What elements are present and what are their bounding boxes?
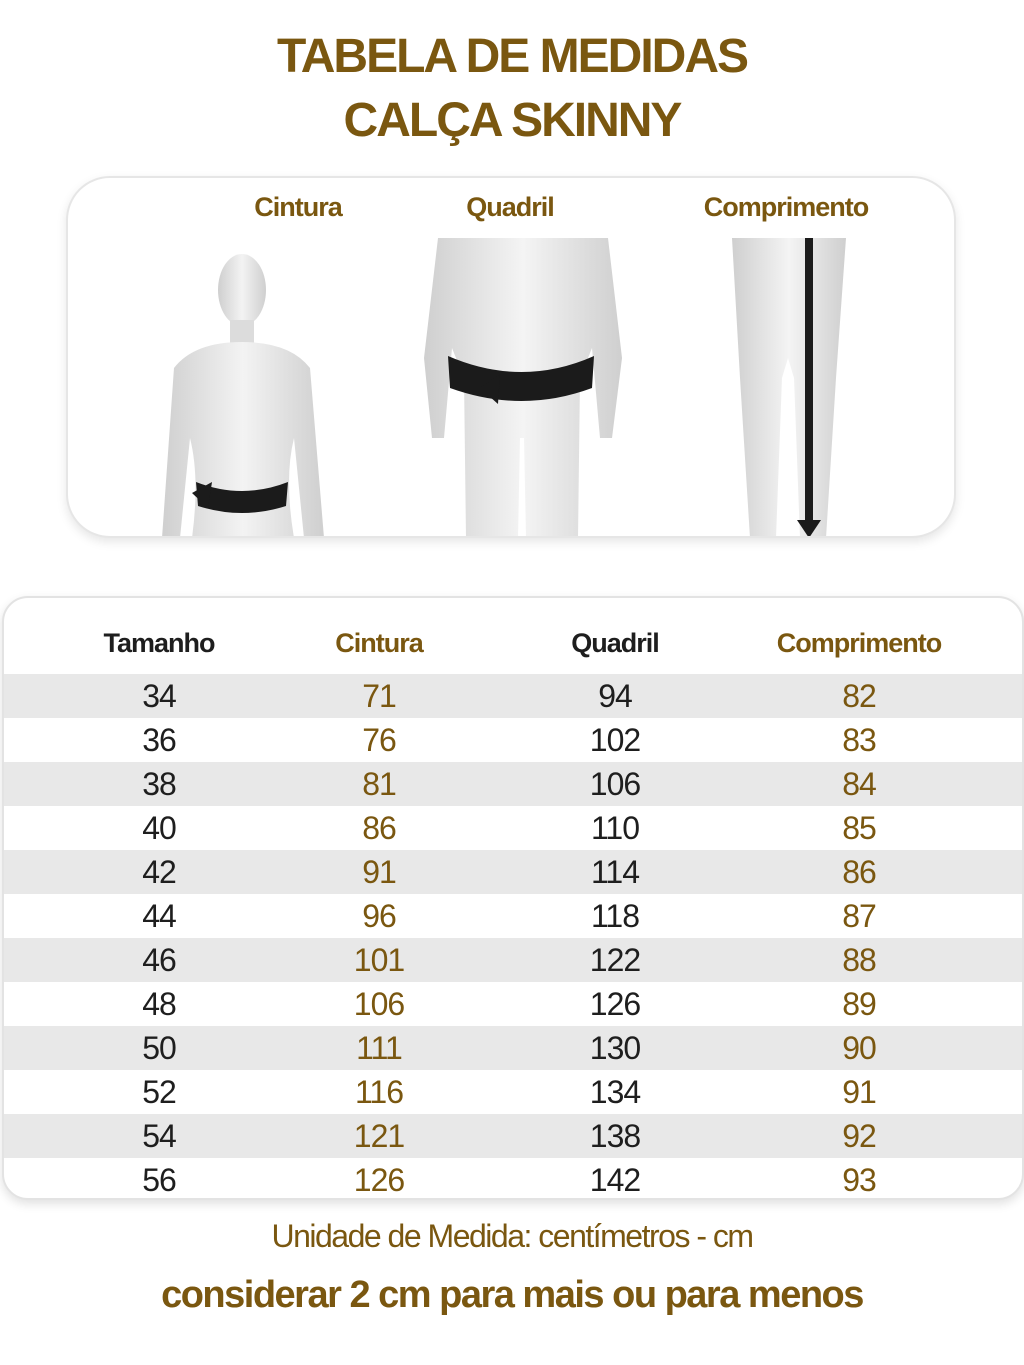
- table-cell-quadril: 106: [589, 766, 641, 802]
- table-cell-cintura: 86: [362, 810, 396, 846]
- table-cell-comprimento: 85: [842, 810, 876, 846]
- table-cell-quadril: 122: [589, 942, 641, 978]
- table-cell-tamanho: 50: [142, 1030, 176, 1066]
- header-quadril: Quadril: [571, 628, 659, 658]
- table-cell-tamanho: 54: [142, 1118, 176, 1154]
- table-cell-comprimento: 84: [842, 766, 876, 802]
- table-cell-comprimento: 90: [842, 1030, 876, 1066]
- table-cell-tamanho: 46: [142, 942, 176, 978]
- tolerance-note: considerar 2 cm para mais ou para menos: [161, 1274, 863, 1316]
- table-cell-tamanho: 38: [142, 766, 176, 802]
- table-cell-cintura: 111: [356, 1030, 402, 1066]
- size-table: [2, 596, 1024, 1200]
- table-cell-cintura: 116: [354, 1074, 403, 1110]
- table-header: [4, 628, 1022, 672]
- table-cell-comprimento: 89: [842, 986, 876, 1022]
- table-cell-quadril: 118: [590, 898, 639, 934]
- table-cell-quadril: 102: [589, 722, 641, 758]
- table-cell-quadril: 94: [598, 678, 632, 714]
- table-cell-quadril: 134: [589, 1074, 641, 1110]
- table-row: [4, 718, 1022, 762]
- table-cell-cintura: 76: [362, 722, 396, 758]
- table-cell-comprimento: 88: [842, 942, 876, 978]
- table-row: [4, 1158, 1022, 1200]
- table-row: [4, 1070, 1022, 1114]
- unit-note: Unidade de Medida: centímetros - cm: [271, 1218, 753, 1254]
- measurement-illustration-card: [66, 176, 956, 538]
- table-cell-quadril: 138: [589, 1118, 641, 1154]
- table-row: [4, 1114, 1022, 1158]
- table-cell-tamanho: 36: [142, 722, 176, 758]
- table-body: [4, 674, 1022, 1200]
- header-cintura: Cintura: [335, 628, 423, 658]
- table-row: [4, 1026, 1022, 1070]
- length-figure-label: Comprimento: [703, 192, 869, 222]
- table-cell-quadril: 114: [590, 854, 639, 890]
- table-row: [4, 982, 1022, 1026]
- page-title: TABELA DE MEDIDAS: [277, 30, 747, 83]
- length-mannequin-illustration: [704, 238, 874, 538]
- table-cell-comprimento: 83: [842, 722, 876, 758]
- table-cell-tamanho: 34: [142, 678, 176, 714]
- table-cell-quadril: 126: [589, 986, 641, 1022]
- table-cell-cintura: 81: [362, 766, 396, 802]
- table-row: [4, 674, 1022, 718]
- table-cell-cintura: 91: [362, 854, 396, 890]
- table-cell-tamanho: 52: [142, 1074, 176, 1110]
- table-cell-comprimento: 87: [842, 898, 876, 934]
- waist-mannequin-illustration: [134, 238, 354, 538]
- waist-figure-label: Cintura: [254, 192, 342, 222]
- page-subtitle: CALÇA SKINNY: [343, 94, 681, 147]
- table-cell-tamanho: 40: [142, 810, 176, 846]
- table-cell-cintura: 126: [353, 1162, 405, 1198]
- table-row: [4, 894, 1022, 938]
- table-row: [4, 762, 1022, 806]
- table-cell-cintura: 121: [353, 1118, 405, 1154]
- table-row: [4, 938, 1022, 982]
- table-cell-comprimento: 93: [842, 1162, 876, 1198]
- table-cell-quadril: 142: [589, 1162, 641, 1198]
- hip-mannequin-illustration: [408, 238, 638, 538]
- table-cell-tamanho: 56: [142, 1162, 176, 1198]
- table-cell-comprimento: 92: [842, 1118, 876, 1154]
- hip-figure-label: Quadril: [466, 192, 554, 222]
- table-cell-tamanho: 42: [142, 854, 176, 890]
- table-row: [4, 850, 1022, 894]
- table-cell-cintura: 71: [362, 678, 396, 714]
- table-cell-quadril: 130: [589, 1030, 641, 1066]
- header-tamanho: Tamanho: [103, 628, 215, 658]
- table-cell-cintura: 101: [353, 942, 405, 978]
- table-cell-comprimento: 86: [842, 854, 876, 890]
- table-row: [4, 806, 1022, 850]
- table-cell-cintura: 106: [353, 986, 405, 1022]
- table-cell-tamanho: 48: [142, 986, 176, 1022]
- table-cell-cintura: 96: [362, 898, 396, 934]
- table-cell-comprimento: 82: [842, 678, 876, 714]
- header-comprimento: Comprimento: [776, 628, 942, 658]
- table-cell-comprimento: 91: [842, 1074, 876, 1110]
- table-cell-tamanho: 44: [142, 898, 176, 934]
- table-cell-quadril: 110: [590, 810, 639, 846]
